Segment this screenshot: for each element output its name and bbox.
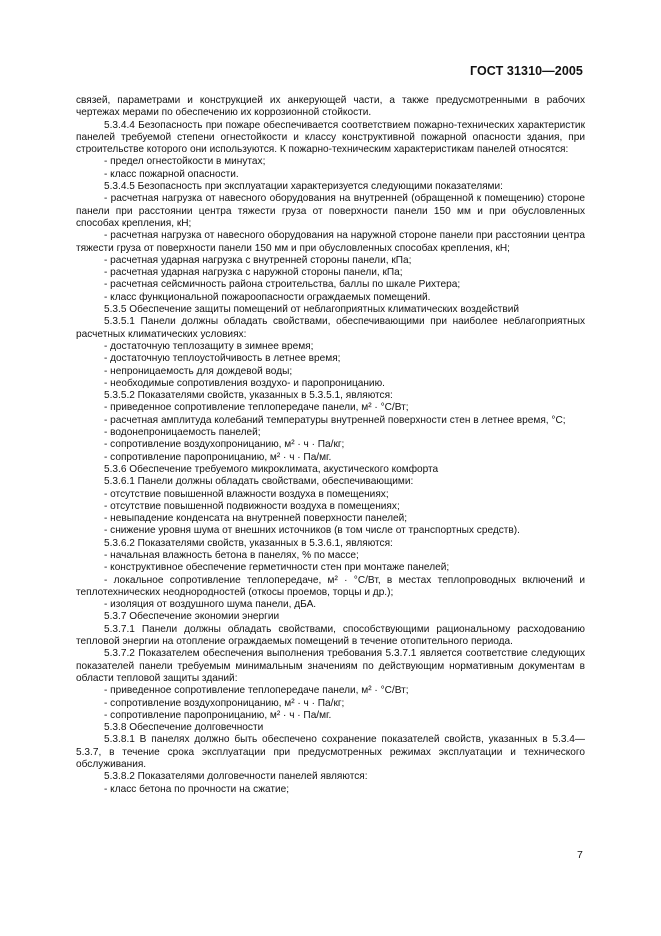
page-number: 7 <box>577 849 583 861</box>
paragraph: 5.3.5.1 Панели должны обладать свойствами, обеспечивающими при наиболее неблагоприятных расчетных климатических условиях: <box>76 316 585 340</box>
paragraph: 5.3.8.1 В панелях должно быть обеспечено сохранение показателей свойств, указанных в 5.3.4—5.3.7, в течение срока эксплуатации при предусмотренных режимах эксплуатации и технического обслуживания. <box>76 734 585 771</box>
document-header: ГОСТ 31310—2005 <box>469 64 583 78</box>
paragraph: - класс пожарной опасности. <box>104 168 239 180</box>
paragraph: - сопротивление паропроницанию, м² · ч · Па/мг. <box>104 451 332 463</box>
paragraph: - отсутствие повышенной влажности воздуха в помещениях; <box>104 488 389 500</box>
paragraph: - сопротивление паропроницанию, м² · ч · Па/мг. <box>104 709 332 721</box>
paragraph: - отсутствие повышенной подвижности воздуха в помещениях; <box>104 500 400 512</box>
paragraph: - расчетная ударная нагрузка с наружной стороны панели, кПа; <box>104 267 403 279</box>
paragraph: 5.3.7.2 Показателем обеспечения выполнения требования 5.3.7.1 является соответствие следующих показателей панели требуемым минимальным значениям по действующим нормативным документам в области тепловой защиты зданий: <box>76 648 585 684</box>
paragraph: - предел огнестойкости в минутах; <box>104 156 266 168</box>
paragraph: - расчетная амплитуда колебаний температуры внутренней поверхности стен в летнее время, °С; <box>104 414 566 426</box>
paragraph: - приведенное сопротивление теплопередаче панели, м² · °С/Вт; <box>104 402 409 414</box>
document-body <box>76 95 585 796</box>
paragraph: 5.3.8.2 Показателями долговечности панелей являются: <box>104 771 368 783</box>
paragraph: - приведенное сопротивление теплопередаче панели, м² · °С/Вт; <box>104 685 409 697</box>
paragraph: 5.3.6 Обеспечение требуемого микроклимата, акустического комфорта <box>104 463 439 475</box>
paragraph: - класс бетона по прочности на сжатие; <box>104 783 290 795</box>
paragraph: - невыпадение конденсата на внутренней поверхности панелей; <box>104 513 408 525</box>
paragraph: 5.3.5.2 Показателями свойств, указанных в 5.3.5.1, являются: <box>104 390 393 402</box>
paragraph: 5.3.5 Обеспечение защиты помещений от неблагоприятных климатических воздействий <box>104 304 520 316</box>
paragraph: - изоляция от воздушного шума панели, дБА. <box>104 599 317 611</box>
paragraph: - достаточную теплоустойчивость в летнее время; <box>104 353 341 365</box>
paragraph: - начальная влажность бетона в панелях, % по массе; <box>104 549 359 561</box>
paragraph: - расчетная нагрузка от навесного оборудования на наружной стороне панели при расстоянии центра тяжести груза от поверхности панели 150 мм и при обусловленных способах крепления, кН; <box>76 230 585 254</box>
paragraph: - расчетная нагрузка от навесного оборудования на внутренней (обращенной к помещению) стороне панели при расстоянии центра тяжести груза от поверхности панели 150 мм и при обусловленных способах крепления, кН; <box>76 193 585 229</box>
paragraph: - расчетная сейсмичность района строительства, баллы по шкале Рихтера; <box>104 279 461 291</box>
paragraph: - снижение уровня шума от внешних источников (в том числе от транспортных средств). <box>104 525 520 537</box>
paragraph: связей, параметрами и конструкцией их анкерующей части, а также предусмотренными в рабочих чертежах мерами по обеспечению их коррозионной стойкости. <box>76 95 585 119</box>
paragraph: 5.3.4.4 Безопасность при пожаре обеспечивается соответствием пожарно-технических характеристик панелей требуемой степени огнестойкости и классу конструктивной пожарной опасности здания, при строительстве которого они используются. К пожарно-техническим характеристикам панелей относятся: <box>76 119 585 156</box>
paragraph: - локальное сопротивление теплопередаче, м² · °С/Вт, в местах теплопроводных включений и теплотехнических неоднородностей (откосы проемов, торцы и др.); <box>76 574 585 598</box>
paragraph: - достаточную теплозащиту в зимнее время; <box>104 340 314 352</box>
paragraph: - водонепроницаемость панелей; <box>104 427 261 439</box>
paragraph: 5.3.6.2 Показателями свойств, указанных в 5.3.6.1, являются: <box>104 537 393 549</box>
paragraph: - сопротивление воздухопроницанию, м² · ч · Па/кг; <box>104 439 345 451</box>
paragraph: 5.3.4.5 Безопасность при эксплуатации характеризуется следующими показателями: <box>104 181 503 193</box>
paragraph: 5.3.7.1 Панели должны обладать свойствами, способствующими рациональному расходованию тепловой энергии на отопление ограждаемых помещений в течение отопительного периода. <box>76 623 585 648</box>
paragraph: - расчетная ударная нагрузка с внутренней стороны панели, кПа; <box>104 254 412 266</box>
paragraph: - необходимые сопротивления воздухо- и паропроницанию. <box>104 377 385 389</box>
paragraph: 5.3.6.1 Панели должны обладать свойствами, обеспечивающими: <box>104 476 414 488</box>
paragraph: - непроницаемость для дождевой воды; <box>104 365 293 377</box>
paragraph: 5.3.7 Обеспечение экономии энергии <box>104 611 280 623</box>
paragraph: - конструктивное обеспечение герметичности стен при монтаже панелей; <box>104 562 450 574</box>
paragraph: - класс функциональной пожароопасности ограждаемых помещений. <box>104 291 431 303</box>
paragraph: - сопротивление воздухопроницанию, м² · ч · Па/кг; <box>104 697 345 709</box>
paragraph: 5.3.8 Обеспечение долговечности <box>104 722 264 734</box>
